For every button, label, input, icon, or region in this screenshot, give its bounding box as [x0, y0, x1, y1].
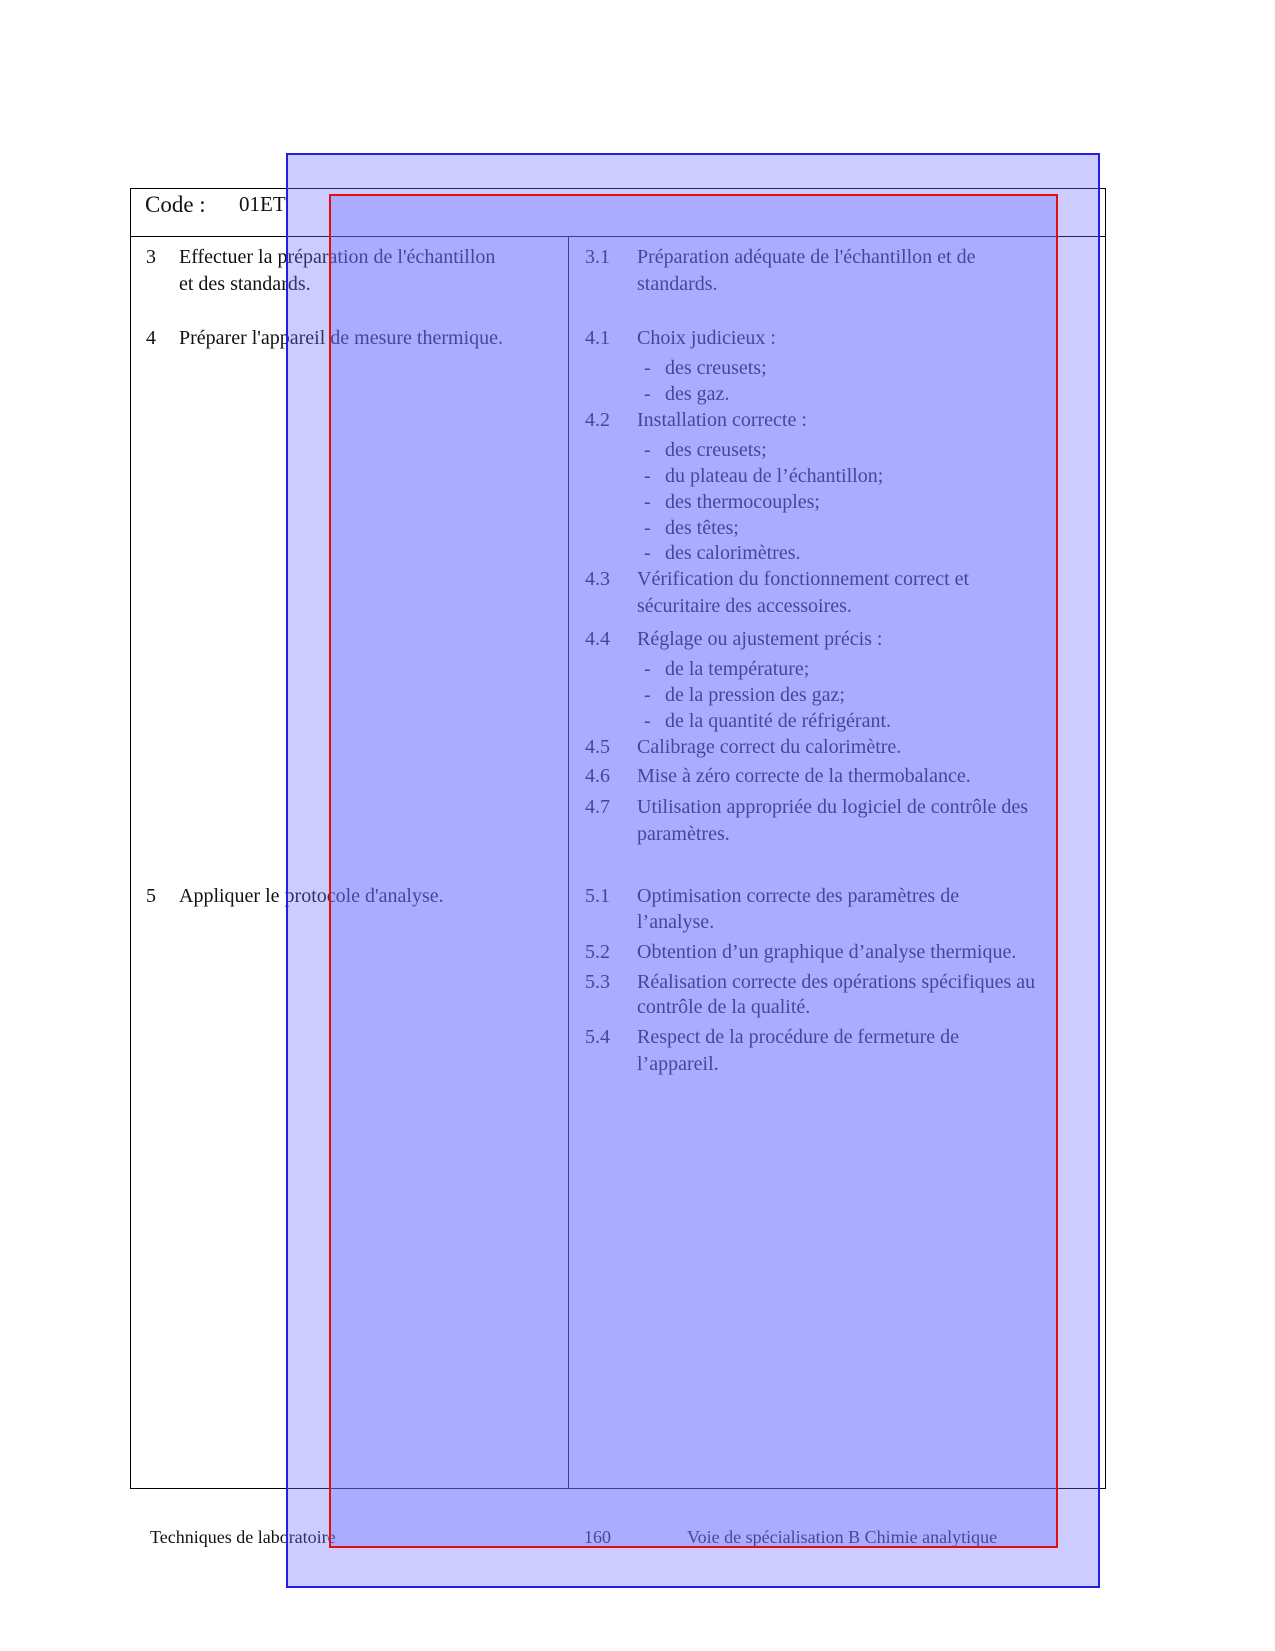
criterion-number: 4.7 — [585, 796, 610, 818]
criterion-number: 4.2 — [585, 409, 610, 431]
footer-program: Techniques de laboratoire — [150, 1527, 336, 1547]
bullet-dash: - — [644, 439, 651, 461]
bullet-item: du plateau de l’échantillon; — [665, 465, 884, 487]
bullet-dash: - — [644, 465, 651, 487]
bullet-item: de la quantité de réfrigérant. — [665, 710, 891, 732]
criterion-number: 4.3 — [585, 568, 610, 590]
criterion-text-line: Réglage ou ajustement précis : — [637, 628, 883, 650]
criterion-number: 4.4 — [585, 628, 610, 650]
criterion-text-line: Mise à zéro correcte de la thermobalance. — [637, 765, 971, 787]
criterion-number: 3.1 — [585, 246, 610, 268]
criterion-number: 5.3 — [585, 971, 610, 993]
criterion-text-line: Optimisation correcte des paramètres de — [637, 885, 960, 907]
element-text-line: Préparer l'appareil de mesure thermique. — [179, 327, 504, 349]
criterion-text-line: Calibrage correct du calorimètre. — [637, 736, 902, 758]
criterion-number: 5.2 — [585, 941, 610, 963]
bullet-item: des calorimètres. — [665, 542, 801, 564]
criterion-number: 5.4 — [585, 1026, 610, 1048]
bullet-dash: - — [644, 684, 651, 706]
criterion-number: 4.5 — [585, 736, 610, 758]
footer-specialization: Voie de spécialisation B Chimie analytique — [687, 1527, 998, 1547]
bullet-item: de la pression des gaz; — [665, 684, 845, 706]
bullet-dash: - — [644, 383, 651, 405]
criterion-text-line: l’appareil. — [637, 1053, 719, 1075]
code-value: 01ET — [239, 192, 286, 216]
element-number: 5 — [146, 885, 156, 907]
criterion-text-line: standards. — [637, 273, 718, 295]
criterion-text-line: paramètres. — [637, 823, 730, 845]
bullet-dash: - — [644, 517, 651, 539]
bullet-item: des gaz. — [665, 383, 730, 405]
criterion-text-line: Choix judicieux : — [637, 327, 776, 349]
element-text-line: Effectuer la préparation de l'échantillon — [179, 246, 496, 268]
bullet-item: des creusets; — [665, 439, 767, 461]
bullet-item: des thermocouples; — [665, 491, 820, 513]
bullet-item: de la température; — [665, 658, 810, 680]
criterion-text-line: contrôle de la qualité. — [637, 996, 811, 1018]
criterion-text-line: l’analyse. — [637, 911, 715, 933]
element-text-line: et des standards. — [179, 273, 311, 295]
bullet-dash: - — [644, 542, 651, 564]
criterion-number: 4.6 — [585, 765, 610, 787]
criterion-text-line: Obtention d’un graphique d’analyse thermique. — [637, 941, 1017, 963]
criterion-text-line: Réalisation correcte des opérations spécifiques au — [637, 971, 1036, 993]
criterion-text-line: Respect de la procédure de fermeture de — [637, 1026, 960, 1048]
bullet-dash: - — [644, 491, 651, 513]
criterion-number: 4.1 — [585, 327, 610, 349]
bullet-dash: - — [644, 658, 651, 680]
element-number: 4 — [146, 327, 156, 349]
criterion-text-line: Préparation adéquate de l'échantillon et de — [637, 246, 976, 268]
bullet-dash: - — [644, 710, 651, 732]
element-text-line: Appliquer le protocole d'analyse. — [179, 885, 444, 907]
criterion-number: 5.1 — [585, 885, 610, 907]
bullet-item: des creusets; — [665, 357, 767, 379]
criterion-text-line: Vérification du fonctionnement correct et — [637, 568, 970, 590]
criterion-text-line: sécuritaire des accessoires. — [637, 595, 852, 617]
criterion-text-line: Utilisation appropriée du logiciel de contrôle des — [637, 796, 1028, 818]
bullet-item: des têtes; — [665, 517, 739, 539]
element-number: 3 — [146, 246, 156, 268]
bullet-dash: - — [644, 357, 651, 379]
footer-page-number: 160 — [584, 1527, 611, 1547]
criterion-text-line: Installation correcte : — [637, 409, 807, 431]
code-label: Code : — [145, 192, 206, 217]
annotation-region-inner — [329, 194, 1058, 1548]
